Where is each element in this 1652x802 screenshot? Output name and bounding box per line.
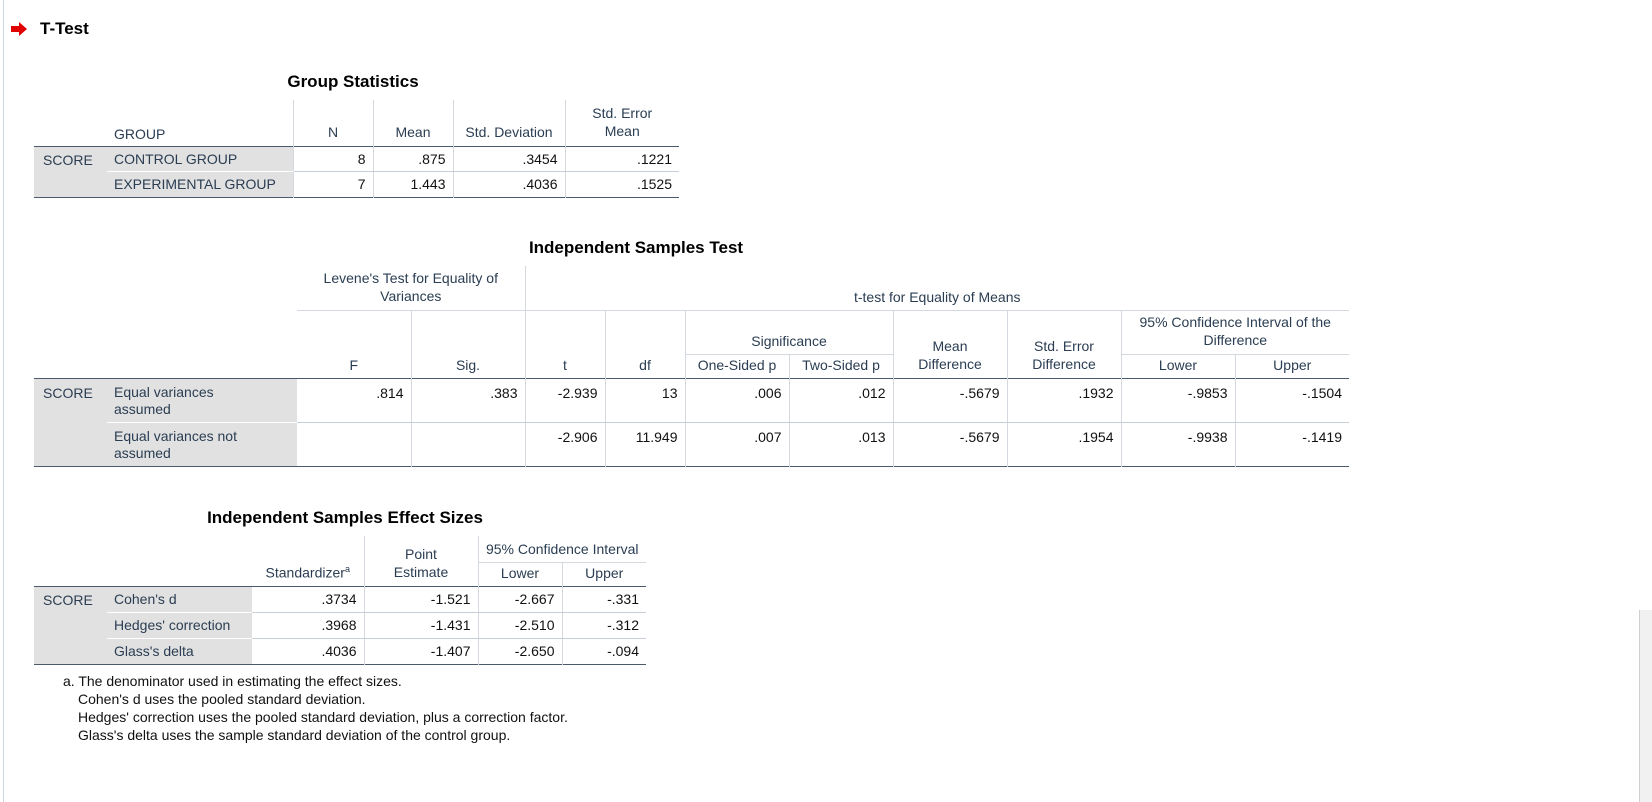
cell-upper: -.1419	[1235, 422, 1349, 466]
cell-std-deviation: .4036	[453, 171, 565, 197]
cell-df: 13	[605, 378, 685, 422]
cell-std-error-difference: .1954	[1007, 422, 1121, 466]
row-header-score: SCORE	[34, 146, 107, 197]
cell-std-error-difference: .1932	[1007, 378, 1121, 422]
cell-mean-difference: -.5679	[893, 422, 1007, 466]
ci-header: 95% Confidence Interval	[478, 536, 646, 562]
cell-standardizer: .4036	[321, 643, 357, 659]
table-row	[34, 171, 679, 197]
col-header-upper: Upper	[562, 562, 646, 586]
cell-lower: -2.510	[478, 612, 562, 638]
cell-two-sided-p: .013	[789, 422, 893, 466]
table-row	[34, 146, 679, 171]
cell-f	[297, 422, 411, 466]
arrow-right-icon	[10, 21, 28, 37]
cell-standardizer: .3734	[252, 586, 364, 612]
significance-header: Significance	[685, 310, 893, 354]
independent-samples-test-table	[34, 266, 1349, 467]
cell-std-error: .1221	[565, 146, 679, 171]
cell-point-estimate: -1.407	[364, 638, 478, 664]
ci-header: 95% Confidence Interval of the Difference	[1121, 310, 1349, 354]
col-header-n: N	[293, 100, 373, 146]
cell-mean: 1.443	[373, 171, 453, 197]
cell-upper: -.331	[562, 586, 646, 612]
col-header-standardizer: Standardizer$^a$	[265, 563, 350, 581]
cell-lower: -.9853	[1121, 378, 1235, 422]
table-row	[34, 638, 646, 664]
row-header-score: SCORE	[34, 378, 107, 466]
row-label: Equal variances assumed	[107, 378, 297, 422]
table-row	[34, 612, 646, 638]
cell-upper: -.094	[562, 638, 646, 664]
col-header-f: F	[349, 356, 359, 373]
cell-sig	[411, 422, 525, 466]
table-row	[34, 378, 1349, 422]
cell-sig: .383	[411, 378, 525, 422]
footnote-line: Glass's delta uses the sample standard deviation of the control group.	[78, 727, 511, 743]
effect-sizes-footnote	[63, 672, 568, 744]
cell-mean-difference: -.5679	[893, 378, 1007, 422]
section-title: T-Test	[40, 19, 89, 38]
effect-sizes-title: Independent Samples Effect Sizes	[207, 508, 483, 527]
table-row	[34, 586, 646, 612]
cell-lower: -2.650	[478, 638, 562, 664]
cell-std-error: .1525	[565, 171, 679, 197]
cell-one-sided-p: .007	[685, 422, 789, 466]
cell-std-deviation: .3454	[453, 146, 565, 171]
row-label: EXPERIMENTAL GROUP	[107, 171, 293, 197]
cell-standardizer: .3968	[252, 612, 364, 638]
col-header-upper: Upper	[1235, 354, 1349, 378]
vertical-scrollbar[interactable]	[1639, 610, 1652, 802]
cell-upper: -.1504	[1235, 378, 1349, 422]
cell-point-estimate: -1.431	[364, 612, 478, 638]
output-header[interactable]	[10, 18, 89, 40]
row-label: CONTROL GROUP	[107, 146, 293, 171]
col-header-sig: Sig.	[411, 310, 525, 378]
col-header-t: t	[525, 310, 605, 378]
col-header-df: df	[605, 310, 685, 378]
col-header-group: GROUP	[114, 125, 166, 142]
levene-test-header: Levene's Test for Equality of Variances	[297, 266, 525, 310]
cell-two-sided-p: .012	[789, 378, 893, 422]
cell-upper: -.312	[562, 612, 646, 638]
footnote-line: Hedges' correction uses the pooled standard deviation, plus a correction factor.	[78, 709, 568, 725]
ttest-header: t-test for Equality of Means	[525, 266, 1349, 310]
col-header-two-sided-p: Two-Sided p	[789, 354, 893, 378]
col-header-lower: Lower	[478, 562, 562, 586]
group-statistics-table	[34, 100, 679, 198]
col-header-one-sided-p: One-Sided p	[685, 354, 789, 378]
footnote-line: Cohen's d uses the pooled standard deviation.	[78, 691, 366, 707]
independent-samples-test-title: Independent Samples Test	[528, 238, 744, 257]
col-header-std-error-difference: Std. Error Difference	[1007, 310, 1121, 378]
cell-lower: -2.667	[478, 586, 562, 612]
table-row	[34, 422, 1349, 466]
col-header-std-error-mean: Std. Error Mean	[565, 100, 679, 146]
col-header-point-estimate: Point Estimate	[364, 536, 478, 586]
cell-n: 7	[293, 171, 373, 197]
col-header-mean: Mean	[373, 100, 453, 146]
cell-lower: -.9938	[1121, 422, 1235, 466]
cell-f: .814	[297, 378, 411, 422]
row-label: Equal variances not assumed	[107, 422, 297, 466]
cell-df: 11.949	[605, 422, 685, 466]
row-label: Cohen's d	[107, 586, 252, 612]
group-statistics-title: Group Statistics	[287, 72, 419, 91]
cell-mean: .875	[373, 146, 453, 171]
cell-t: -2.939	[525, 378, 605, 422]
row-label: Hedges' correction	[107, 612, 252, 638]
col-header-lower: Lower	[1121, 354, 1235, 378]
output-left-border	[3, 0, 4, 802]
effect-sizes-table	[34, 536, 646, 665]
cell-n: 8	[293, 146, 373, 171]
cell-one-sided-p: .006	[685, 378, 789, 422]
footnote-line: a. The denominator used in estimating the effect sizes.	[63, 673, 402, 689]
col-header-mean-difference: Mean Difference	[893, 310, 1007, 378]
cell-t: -2.906	[525, 422, 605, 466]
cell-point-estimate: -1.521	[364, 586, 478, 612]
col-header-std-deviation: Std. Deviation	[453, 100, 565, 146]
row-label: Glass's delta	[107, 638, 252, 664]
row-header-score: SCORE	[34, 586, 107, 664]
